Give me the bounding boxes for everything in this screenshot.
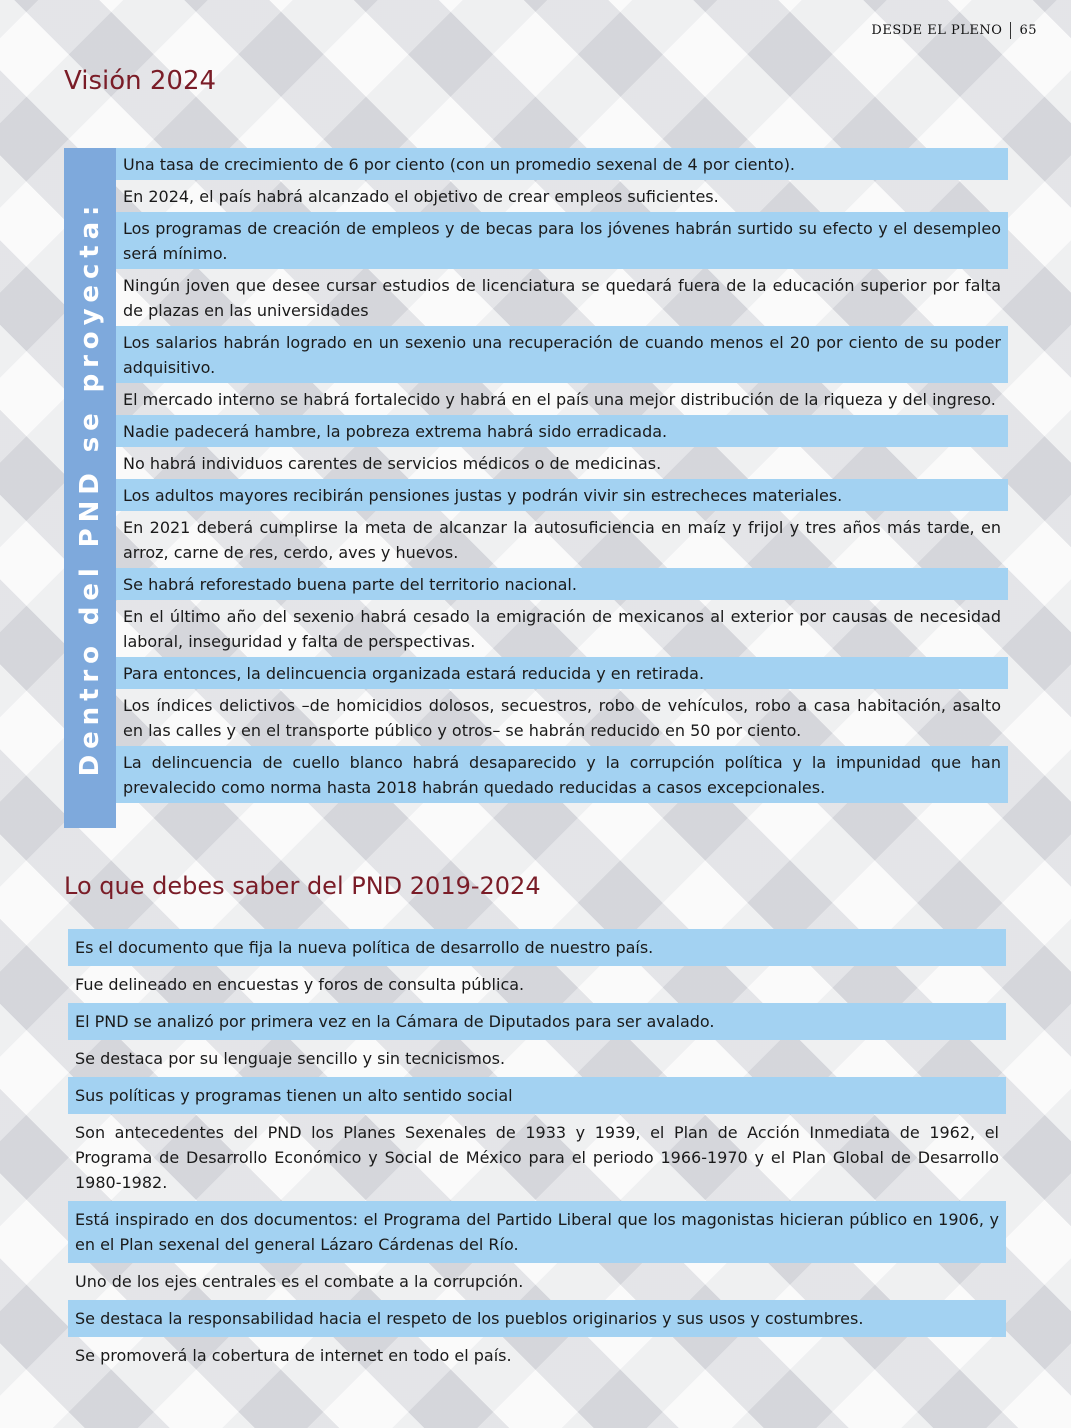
vision-sidebar	[64, 148, 116, 828]
fact-item: El PND se analizó por primera vez en la Cámara de Diputados para ser avalado.	[68, 1003, 1006, 1040]
vision-list	[116, 148, 1008, 828]
vision-item: Para entonces, la delincuencia organizada estará reducida y en retirada.	[116, 657, 1008, 689]
vision-item: Los salarios habrán logrado en un sexenio una recuperación de cuando menos el 20 por ciento de su poder adquisitivo.	[116, 326, 1008, 383]
facts-title: Lo que debes saber del PND 2019-2024	[64, 872, 541, 900]
vision-item: En 2024, el país habrá alcanzado el objetivo de crear empleos suficientes.	[123, 187, 719, 206]
vision-item: Nadie padecerá hambre, la pobreza extrema habrá sido erradicada.	[116, 415, 1008, 447]
vision-item: Los índices delictivos –de homicidios dolosos, secuestros, robo de vehículos, robo a casa habitación, asalto en las calles y en el transporte público y otros– se habrán reducido en 50 por ciento.	[123, 696, 1001, 740]
header-section: DESDE EL PLENO	[871, 23, 1003, 38]
vision-item: El mercado interno se habrá fortalecido y habrá en el país una mejor distribución de la riqueza y del ingreso.	[123, 390, 996, 409]
vision-item: Se habrá reforestado buena parte del territorio nacional.	[116, 568, 1008, 600]
fact-item: Es el documento que fija la nueva política de desarrollo de nuestro país.	[68, 929, 1006, 966]
vision-item: Los programas de creación de empleos y de becas para los jóvenes habrán surtido su efecto y el desempleo será mínimo.	[116, 212, 1008, 269]
vision-title: Visión 2024	[64, 66, 217, 96]
vision-item: En el último año del sexenio habrá cesado la emigración de mexicanos al exterior por causas de necesidad laboral, inseguridad y falta de perspectivas.	[123, 607, 1001, 651]
vision-sidebar-label: Dentro del PND se proyecta:	[75, 199, 105, 777]
fact-item: Se destaca la responsabilidad hacia el respeto de los pueblos originarios y sus usos y costumbres.	[68, 1300, 1006, 1337]
fact-item: Sus políticas y programas tienen un alto sentido social	[68, 1077, 1006, 1114]
facts-list	[68, 929, 1006, 1374]
vision-item: Ningún joven que desee cursar estudios de licenciatura se quedará fuera de la educación superior por falta de plazas en las universidades	[123, 276, 1001, 320]
fact-item: Fue delineado en encuestas y foros de consulta pública.	[75, 975, 525, 994]
vision-item: La delincuencia de cuello blanco habrá desaparecido y la corrupción política y la impunidad que han prevalecido como norma hasta 2018 habrán quedado reducidas a casos excepcionales.	[116, 746, 1008, 803]
fact-item: Está inspirado en dos documentos: el Programa del Partido Liberal que los magonistas hicieran público en 1906, y en el Plan sexenal del general Lázaro Cárdenas del Río.	[68, 1201, 1006, 1263]
vision-item: En 2021 deberá cumplirse la meta de alcanzar la autosuficiencia en maíz y frijol y tres años más tarde, en arroz, carne de res, cerdo, aves y huevos.	[123, 518, 1001, 562]
fact-item: Se destaca por su lenguaje sencillo y sin tecnicismos.	[75, 1049, 506, 1068]
page-number: 65	[1019, 23, 1037, 38]
page-header	[871, 22, 1037, 39]
vision-item: No habrá individuos carentes de servicios médicos o de medicinas.	[123, 454, 662, 473]
fact-item: Se promoverá la cobertura de internet en todo el país.	[75, 1346, 512, 1365]
vision-item: Los adultos mayores recibirán pensiones justas y podrán vivir sin estrecheces materiales.	[116, 479, 1008, 511]
fact-item: Son antecedentes del PND los Planes Sexenales de 1933 y 1939, el Plan de Acción Inmediata de 1962, el Programa de Desarrollo Económico y Social de México para el periodo 1966-1970 y el Plan Global de Desarrollo 1980-1982.	[75, 1123, 999, 1192]
vision-item: Una tasa de crecimiento de 6 por ciento (con un promedio sexenal de 4 por ciento).	[116, 148, 1008, 180]
vision-panel	[64, 148, 1008, 828]
fact-item: Uno de los ejes centrales es el combate a la corrupción.	[75, 1272, 524, 1291]
header-divider	[1010, 22, 1011, 39]
